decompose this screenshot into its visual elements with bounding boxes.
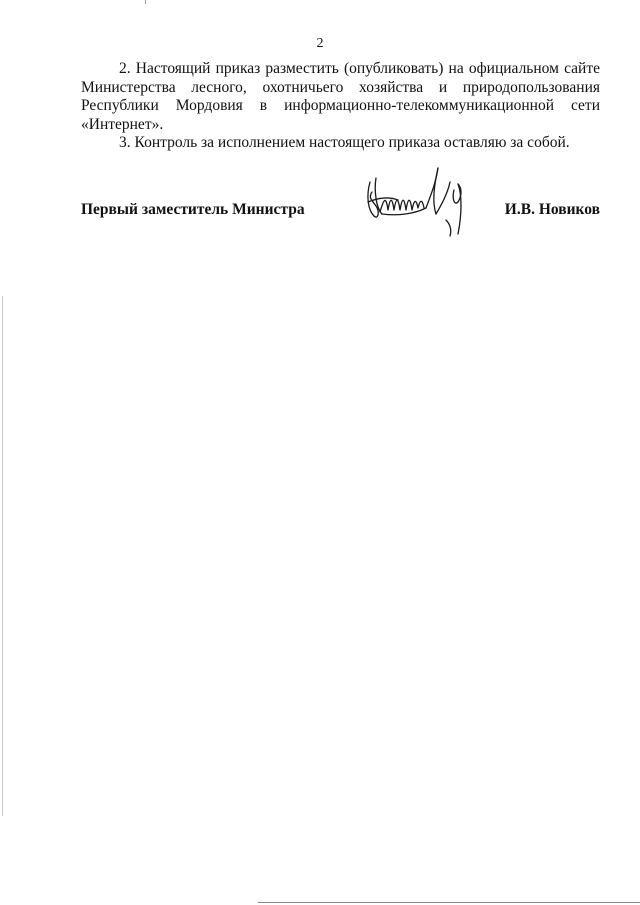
paragraph-2-justified — [81, 60, 600, 116]
document-body — [81, 60, 600, 153]
signatory-name: И.В. Новиков — [504, 201, 600, 218]
scan-artifact-left-edge — [2, 296, 3, 816]
paragraph-2-line-3: Республики Мордовия в информационно-телекоммуникационной сети — [81, 97, 600, 114]
scan-artifact-bottom-edge — [258, 902, 640, 903]
paragraph-3: 3. Контроль за исполнением настоящего приказа оставляю за собой. — [119, 134, 570, 151]
signatory-title: Первый заместитель Министра — [81, 201, 305, 218]
paragraph-2-line-2: Министерства лесного, охотничьего хозяйства и природопользования — [81, 78, 600, 96]
paragraph-2-line-1: 2. Настоящий приказ разместить (опубликовать) на официальном сайте — [119, 60, 600, 77]
scan-artifact-top — [145, 0, 146, 4]
paragraph-2-tail: «Интернет». — [81, 115, 164, 133]
page-number: 2 — [316, 36, 324, 51]
signature-block — [81, 200, 600, 240]
